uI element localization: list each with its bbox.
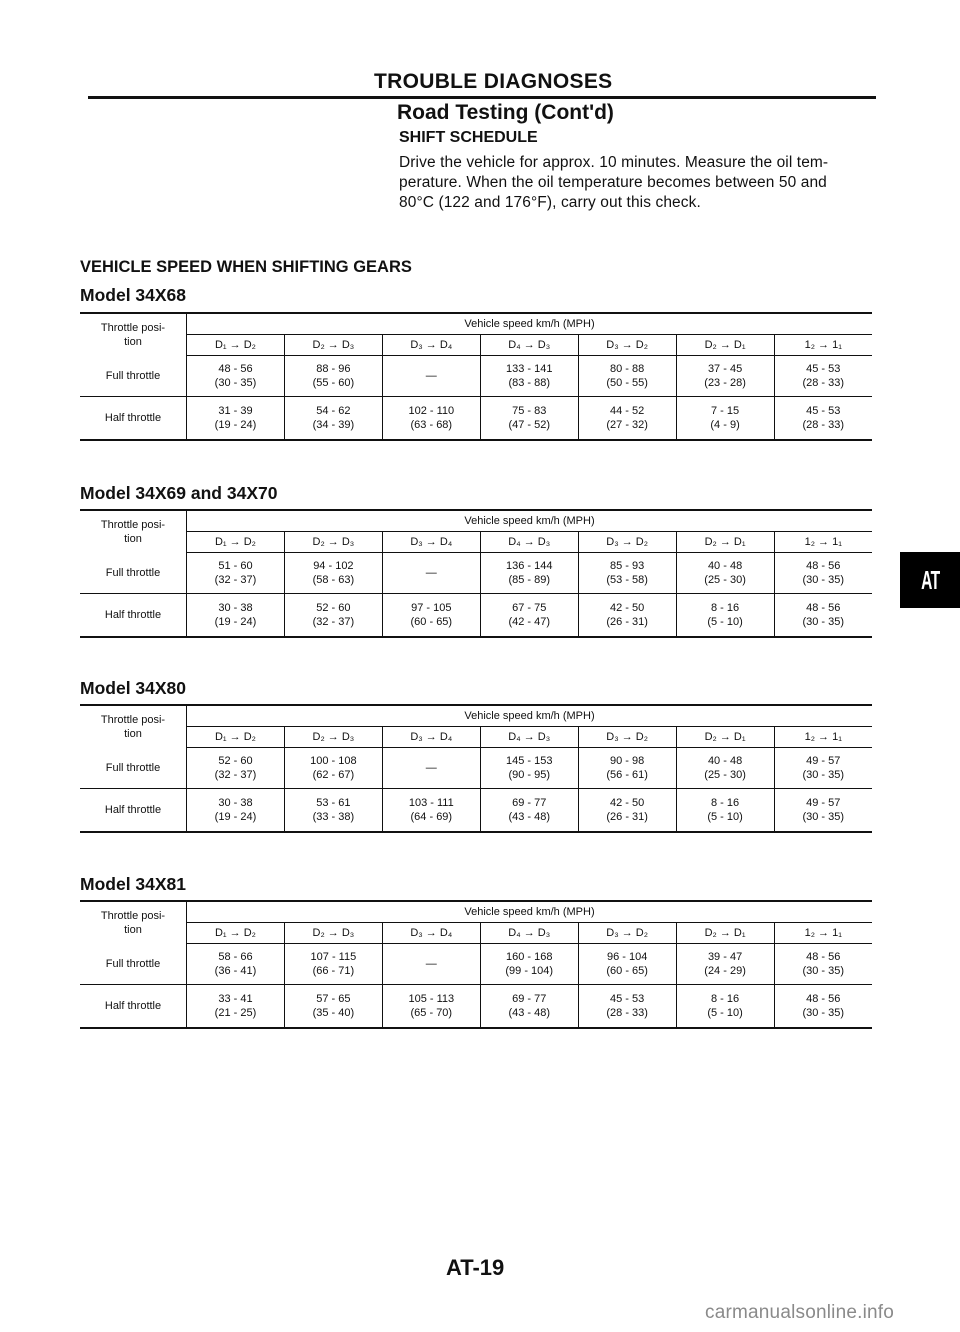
speed-mph: (55 - 60)	[312, 377, 355, 389]
model-heading: Model 34X81	[80, 874, 187, 894]
speed-kmh: 100 - 108	[310, 755, 357, 767]
speed-cell	[187, 553, 285, 594]
speed-kmh: 80 - 88	[610, 363, 645, 375]
shift-column-header: D₂ → D₃	[284, 532, 382, 553]
speed-mph: (24 - 29)	[704, 965, 746, 977]
speed-mph: (19 - 24)	[214, 419, 257, 431]
page-number: AT-19	[446, 1255, 505, 1280]
speed-kmh: 51 - 60	[218, 560, 253, 572]
speed-cell	[284, 944, 382, 985]
speed-cell	[774, 594, 872, 638]
speed-cell	[480, 789, 578, 833]
speed-kmh: 44 - 52	[610, 405, 645, 417]
model-heading: Model 34X69 and 34X70	[80, 483, 278, 503]
intro-line: Drive the vehicle for approx. 10 minutes. Measure the oil tem-	[399, 154, 829, 171]
speed-mph: (56 - 61)	[606, 769, 648, 781]
speed-kmh: 49 - 57	[806, 797, 841, 809]
speed-cell	[676, 594, 774, 638]
speed-mph: (35 - 40)	[312, 1007, 355, 1019]
throttle-position-header: Throttle posi- tion	[80, 705, 187, 748]
shift-schedule-table	[80, 900, 872, 1029]
speed-cell	[382, 553, 480, 594]
speed-kmh: 39 - 47	[707, 951, 743, 963]
speed-kmh: 30 - 38	[218, 797, 253, 809]
speed-mph: (21 - 25)	[214, 1007, 257, 1019]
speed-cell	[774, 985, 872, 1029]
speed-kmh: —	[425, 958, 437, 970]
speed-cell	[578, 944, 676, 985]
throttle-position-header: Throttle posi- tion	[80, 313, 187, 356]
speed-cell	[284, 397, 382, 441]
speed-kmh: 45 - 53	[806, 363, 841, 375]
speed-mph: (60 - 65)	[410, 616, 453, 628]
speed-kmh: 52 - 60	[316, 602, 351, 614]
speed-kmh: 8 - 16	[711, 993, 740, 1005]
shift-column-header: D₄ → D₃	[480, 532, 578, 553]
speed-mph: (85 - 89)	[508, 574, 551, 586]
throttle-label: Half throttle	[80, 397, 187, 441]
speed-cell	[187, 789, 285, 833]
shift-column-header: D₃ → D₂	[578, 727, 676, 748]
throttle-label: Half throttle	[80, 789, 187, 833]
shift-column-header: D₃ → D₂	[578, 532, 676, 553]
speed-mph: (5 - 10)	[707, 616, 743, 628]
shift-column-header: D₁ → D₂	[187, 532, 285, 553]
speed-mph: (36 - 41)	[214, 965, 257, 977]
speed-cell	[480, 397, 578, 441]
speed-mph: (26 - 31)	[606, 811, 648, 823]
speed-cell	[480, 944, 578, 985]
speed-mph: (58 - 63)	[312, 574, 355, 586]
speed-mph: (42 - 47)	[508, 616, 551, 628]
at-section-tab[interactable]	[900, 552, 960, 608]
speed-kmh: 160 - 168	[505, 951, 553, 963]
speed-cell	[578, 397, 676, 441]
speed-mph: (30 - 35)	[802, 574, 845, 586]
speed-cell	[774, 748, 872, 789]
shift-column-header: D₂ → D₁	[676, 335, 774, 356]
speed-cell	[382, 985, 480, 1029]
header-rule	[88, 96, 876, 99]
speed-cell	[774, 944, 872, 985]
speed-kmh: 94 - 102	[313, 560, 354, 572]
speed-mph: (30 - 35)	[802, 1007, 845, 1019]
speed-kmh: 49 - 57	[806, 755, 841, 767]
table-row	[80, 985, 872, 1029]
speed-kmh: 37 - 45	[707, 363, 743, 375]
speed-cell	[187, 748, 285, 789]
speed-kmh: 8 - 16	[711, 602, 740, 614]
shift-column-header: D₃ → D₄	[382, 727, 480, 748]
speed-mph: (33 - 38)	[312, 811, 355, 823]
shift-schedule-table	[80, 509, 872, 638]
speed-cell	[382, 944, 480, 985]
vehicle-speed-header: Vehicle speed km/h (MPH)	[187, 705, 873, 727]
speed-cell	[284, 748, 382, 789]
vehicle-speed-header: Vehicle speed km/h (MPH)	[187, 510, 873, 532]
shift-column-header: D₃ → D₄	[382, 335, 480, 356]
speed-mph: (5 - 10)	[707, 811, 743, 823]
shift-column-header: 1₂ → 1₁	[774, 923, 872, 944]
speed-cell	[187, 944, 285, 985]
speed-kmh: 69 - 77	[512, 993, 547, 1005]
speed-kmh: 30 - 38	[218, 602, 253, 614]
speed-kmh: 133 - 141	[505, 363, 553, 375]
speed-cell	[480, 356, 578, 397]
speed-mph: (30 - 35)	[214, 377, 257, 389]
speed-kmh: 96 - 104	[606, 951, 648, 963]
speed-kmh: 8 - 16	[711, 797, 740, 809]
speed-kmh: 69 - 77	[512, 797, 547, 809]
intro-paragraph	[399, 153, 889, 213]
shift-schedule-table	[80, 312, 872, 441]
speed-mph: (26 - 31)	[606, 616, 648, 628]
speed-mph: (30 - 35)	[802, 769, 845, 781]
speed-cell	[187, 356, 285, 397]
shift-column-header: D₂ → D₃	[284, 923, 382, 944]
speed-cell	[578, 748, 676, 789]
speed-kmh: 90 - 98	[610, 755, 645, 767]
speed-mph: (19 - 24)	[214, 811, 257, 823]
speed-mph: (62 - 67)	[312, 769, 355, 781]
throttle-label: Half throttle	[80, 985, 187, 1029]
speed-mph: (28 - 33)	[606, 1007, 648, 1019]
speed-kmh: 45 - 53	[806, 405, 841, 417]
table-row	[80, 944, 872, 985]
table-row	[80, 789, 872, 833]
speed-cell	[187, 594, 285, 638]
speed-mph: (23 - 28)	[704, 377, 746, 389]
model-heading: Model 34X68	[80, 285, 187, 305]
speed-kmh: 103 - 111	[408, 797, 454, 809]
speed-cell	[774, 356, 872, 397]
speed-kmh: 54 - 62	[316, 405, 351, 417]
speed-kmh: 58 - 66	[218, 951, 253, 963]
speed-mph: (28 - 33)	[802, 419, 845, 431]
throttle-position-header: Throttle posi- tion	[80, 901, 187, 944]
shift-column-header: D₃ → D₂	[578, 335, 676, 356]
shift-column-header: 1₂ → 1₁	[774, 335, 872, 356]
speed-cell	[382, 789, 480, 833]
speed-cell	[284, 356, 382, 397]
speed-cell	[382, 748, 480, 789]
shift-column-header: D₂ → D₃	[284, 335, 382, 356]
speed-kmh: 48 - 56	[806, 602, 841, 614]
throttle-label: Half throttle	[80, 594, 187, 638]
vehicle-speed-heading: VEHICLE SPEED WHEN SHIFTING GEARS	[80, 258, 412, 276]
shift-column-header: D₄ → D₃	[480, 923, 578, 944]
speed-kmh: 136 - 144	[505, 560, 553, 572]
speed-mph: (32 - 37)	[214, 769, 257, 781]
speed-cell	[480, 553, 578, 594]
speed-kmh: 33 - 41	[218, 993, 253, 1005]
speed-mph: (43 - 48)	[508, 811, 551, 823]
shift-column-header: D₃ → D₄	[382, 532, 480, 553]
speed-mph: (30 - 35)	[802, 965, 845, 977]
vehicle-speed-header: Vehicle speed km/h (MPH)	[187, 901, 873, 923]
shift-schedule-subtitle: SHIFT SCHEDULE	[399, 129, 538, 146]
speed-mph: (65 - 70)	[410, 1007, 453, 1019]
shift-schedule-table	[80, 704, 872, 833]
table-row	[80, 594, 872, 638]
shift-column-header: D₄ → D₃	[480, 727, 578, 748]
speed-cell	[284, 594, 382, 638]
speed-cell	[774, 553, 872, 594]
speed-kmh: 48 - 56	[806, 993, 841, 1005]
table-row	[80, 553, 872, 594]
speed-cell	[382, 397, 480, 441]
speed-kmh: 88 - 96	[316, 363, 351, 375]
speed-kmh: 48 - 56	[806, 560, 841, 572]
model-heading: Model 34X80	[80, 678, 187, 698]
speed-kmh: 40 - 48	[707, 560, 743, 572]
speed-mph: (19 - 24)	[214, 616, 257, 628]
at-tab-label: AT	[920, 564, 940, 595]
speed-kmh: 85 - 93	[610, 560, 645, 572]
speed-cell	[676, 553, 774, 594]
shift-column-header: D₂ → D₁	[676, 532, 774, 553]
speed-cell	[480, 985, 578, 1029]
throttle-position-header: Throttle posi- tion	[80, 510, 187, 553]
speed-mph: (4 - 9)	[710, 419, 740, 431]
speed-kmh: 97 - 105	[411, 602, 452, 614]
watermark-text: carmanualsonline.info	[705, 1302, 895, 1323]
table-row	[80, 397, 872, 441]
speed-cell	[578, 594, 676, 638]
speed-kmh: 107 - 115	[310, 951, 357, 963]
speed-mph: (32 - 37)	[312, 616, 355, 628]
throttle-label: Full throttle	[80, 748, 187, 789]
speed-mph: (53 - 58)	[606, 574, 648, 586]
speed-mph: (90 - 95)	[508, 769, 551, 781]
speed-kmh: 42 - 50	[610, 602, 645, 614]
speed-mph: (28 - 33)	[802, 377, 845, 389]
speed-cell	[578, 789, 676, 833]
speed-kmh: 52 - 60	[218, 755, 253, 767]
speed-cell	[480, 594, 578, 638]
page-header-title: TROUBLE DIAGNOSES	[374, 70, 613, 93]
speed-mph: (64 - 69)	[410, 811, 453, 823]
speed-cell	[676, 789, 774, 833]
speed-kmh: 48 - 56	[806, 951, 841, 963]
speed-mph: (30 - 35)	[802, 616, 845, 628]
speed-kmh: —	[425, 370, 437, 382]
intro-line: perature. When the oil temperature becomes between 50 and	[399, 174, 827, 191]
speed-mph: (50 - 55)	[606, 377, 648, 389]
speed-cell	[676, 356, 774, 397]
shift-column-header: 1₂ → 1₁	[774, 532, 872, 553]
shift-column-header: D₄ → D₃	[480, 335, 578, 356]
speed-cell	[187, 985, 285, 1029]
shift-column-header: D₃ → D₄	[382, 923, 480, 944]
speed-kmh: 67 - 75	[512, 602, 547, 614]
speed-mph: (5 - 10)	[707, 1007, 743, 1019]
speed-cell	[676, 397, 774, 441]
table-row	[80, 356, 872, 397]
shift-column-header: D₁ → D₂	[187, 727, 285, 748]
throttle-label: Full throttle	[80, 356, 187, 397]
speed-cell	[382, 356, 480, 397]
speed-kmh: 42 - 50	[610, 797, 645, 809]
speed-kmh: 75 - 83	[512, 405, 547, 417]
speed-cell	[382, 594, 480, 638]
speed-mph: (47 - 52)	[508, 419, 551, 431]
speed-kmh: 45 - 53	[610, 993, 645, 1005]
speed-cell	[480, 748, 578, 789]
speed-cell	[676, 748, 774, 789]
speed-kmh: 145 - 153	[505, 755, 553, 767]
speed-mph: (25 - 30)	[704, 769, 746, 781]
speed-kmh: 57 - 65	[316, 993, 351, 1005]
speed-cell	[676, 944, 774, 985]
shift-column-header: 1₂ → 1₁	[774, 727, 872, 748]
speed-cell	[578, 553, 676, 594]
section-title: Road Testing (Cont'd)	[397, 101, 614, 124]
speed-mph: (32 - 37)	[214, 574, 257, 586]
vehicle-speed-header: Vehicle speed km/h (MPH)	[187, 313, 873, 335]
throttle-label: Full throttle	[80, 553, 187, 594]
speed-kmh: 102 - 110	[408, 405, 455, 417]
speed-cell	[578, 356, 676, 397]
speed-cell	[187, 397, 285, 441]
speed-kmh: —	[425, 567, 437, 579]
speed-cell	[774, 397, 872, 441]
speed-kmh: 105 - 113	[408, 993, 455, 1005]
speed-mph: (66 - 71)	[312, 965, 355, 977]
speed-mph: (30 - 35)	[802, 811, 845, 823]
speed-cell	[284, 985, 382, 1029]
speed-kmh: 31 - 39	[218, 405, 253, 417]
speed-cell	[676, 985, 774, 1029]
speed-kmh: 48 - 56	[218, 363, 253, 375]
speed-kmh: —	[425, 762, 437, 774]
shift-column-header: D₁ → D₂	[187, 335, 285, 356]
speed-mph: (63 - 68)	[410, 419, 453, 431]
speed-cell	[284, 789, 382, 833]
speed-kmh: 40 - 48	[707, 755, 743, 767]
speed-mph: (99 - 104)	[505, 965, 554, 977]
speed-cell	[578, 985, 676, 1029]
speed-mph: (34 - 39)	[312, 419, 355, 431]
speed-mph: (27 - 32)	[606, 419, 648, 431]
speed-mph: (83 - 88)	[508, 377, 551, 389]
throttle-label: Full throttle	[80, 944, 187, 985]
speed-mph: (25 - 30)	[704, 574, 746, 586]
intro-line: 80°C (122 and 176°F), carry out this check.	[399, 194, 701, 211]
shift-column-header: D₂ → D₃	[284, 727, 382, 748]
speed-mph: (60 - 65)	[606, 965, 648, 977]
shift-column-header: D₁ → D₂	[187, 923, 285, 944]
table-row	[80, 748, 872, 789]
speed-cell	[774, 789, 872, 833]
speed-cell	[284, 553, 382, 594]
speed-kmh: 7 - 15	[711, 405, 740, 417]
shift-column-header: D₃ → D₂	[578, 923, 676, 944]
speed-mph: (43 - 48)	[508, 1007, 551, 1019]
shift-column-header: D₂ → D₁	[676, 923, 774, 944]
speed-kmh: 53 - 61	[316, 797, 351, 809]
shift-column-header: D₂ → D₁	[676, 727, 774, 748]
